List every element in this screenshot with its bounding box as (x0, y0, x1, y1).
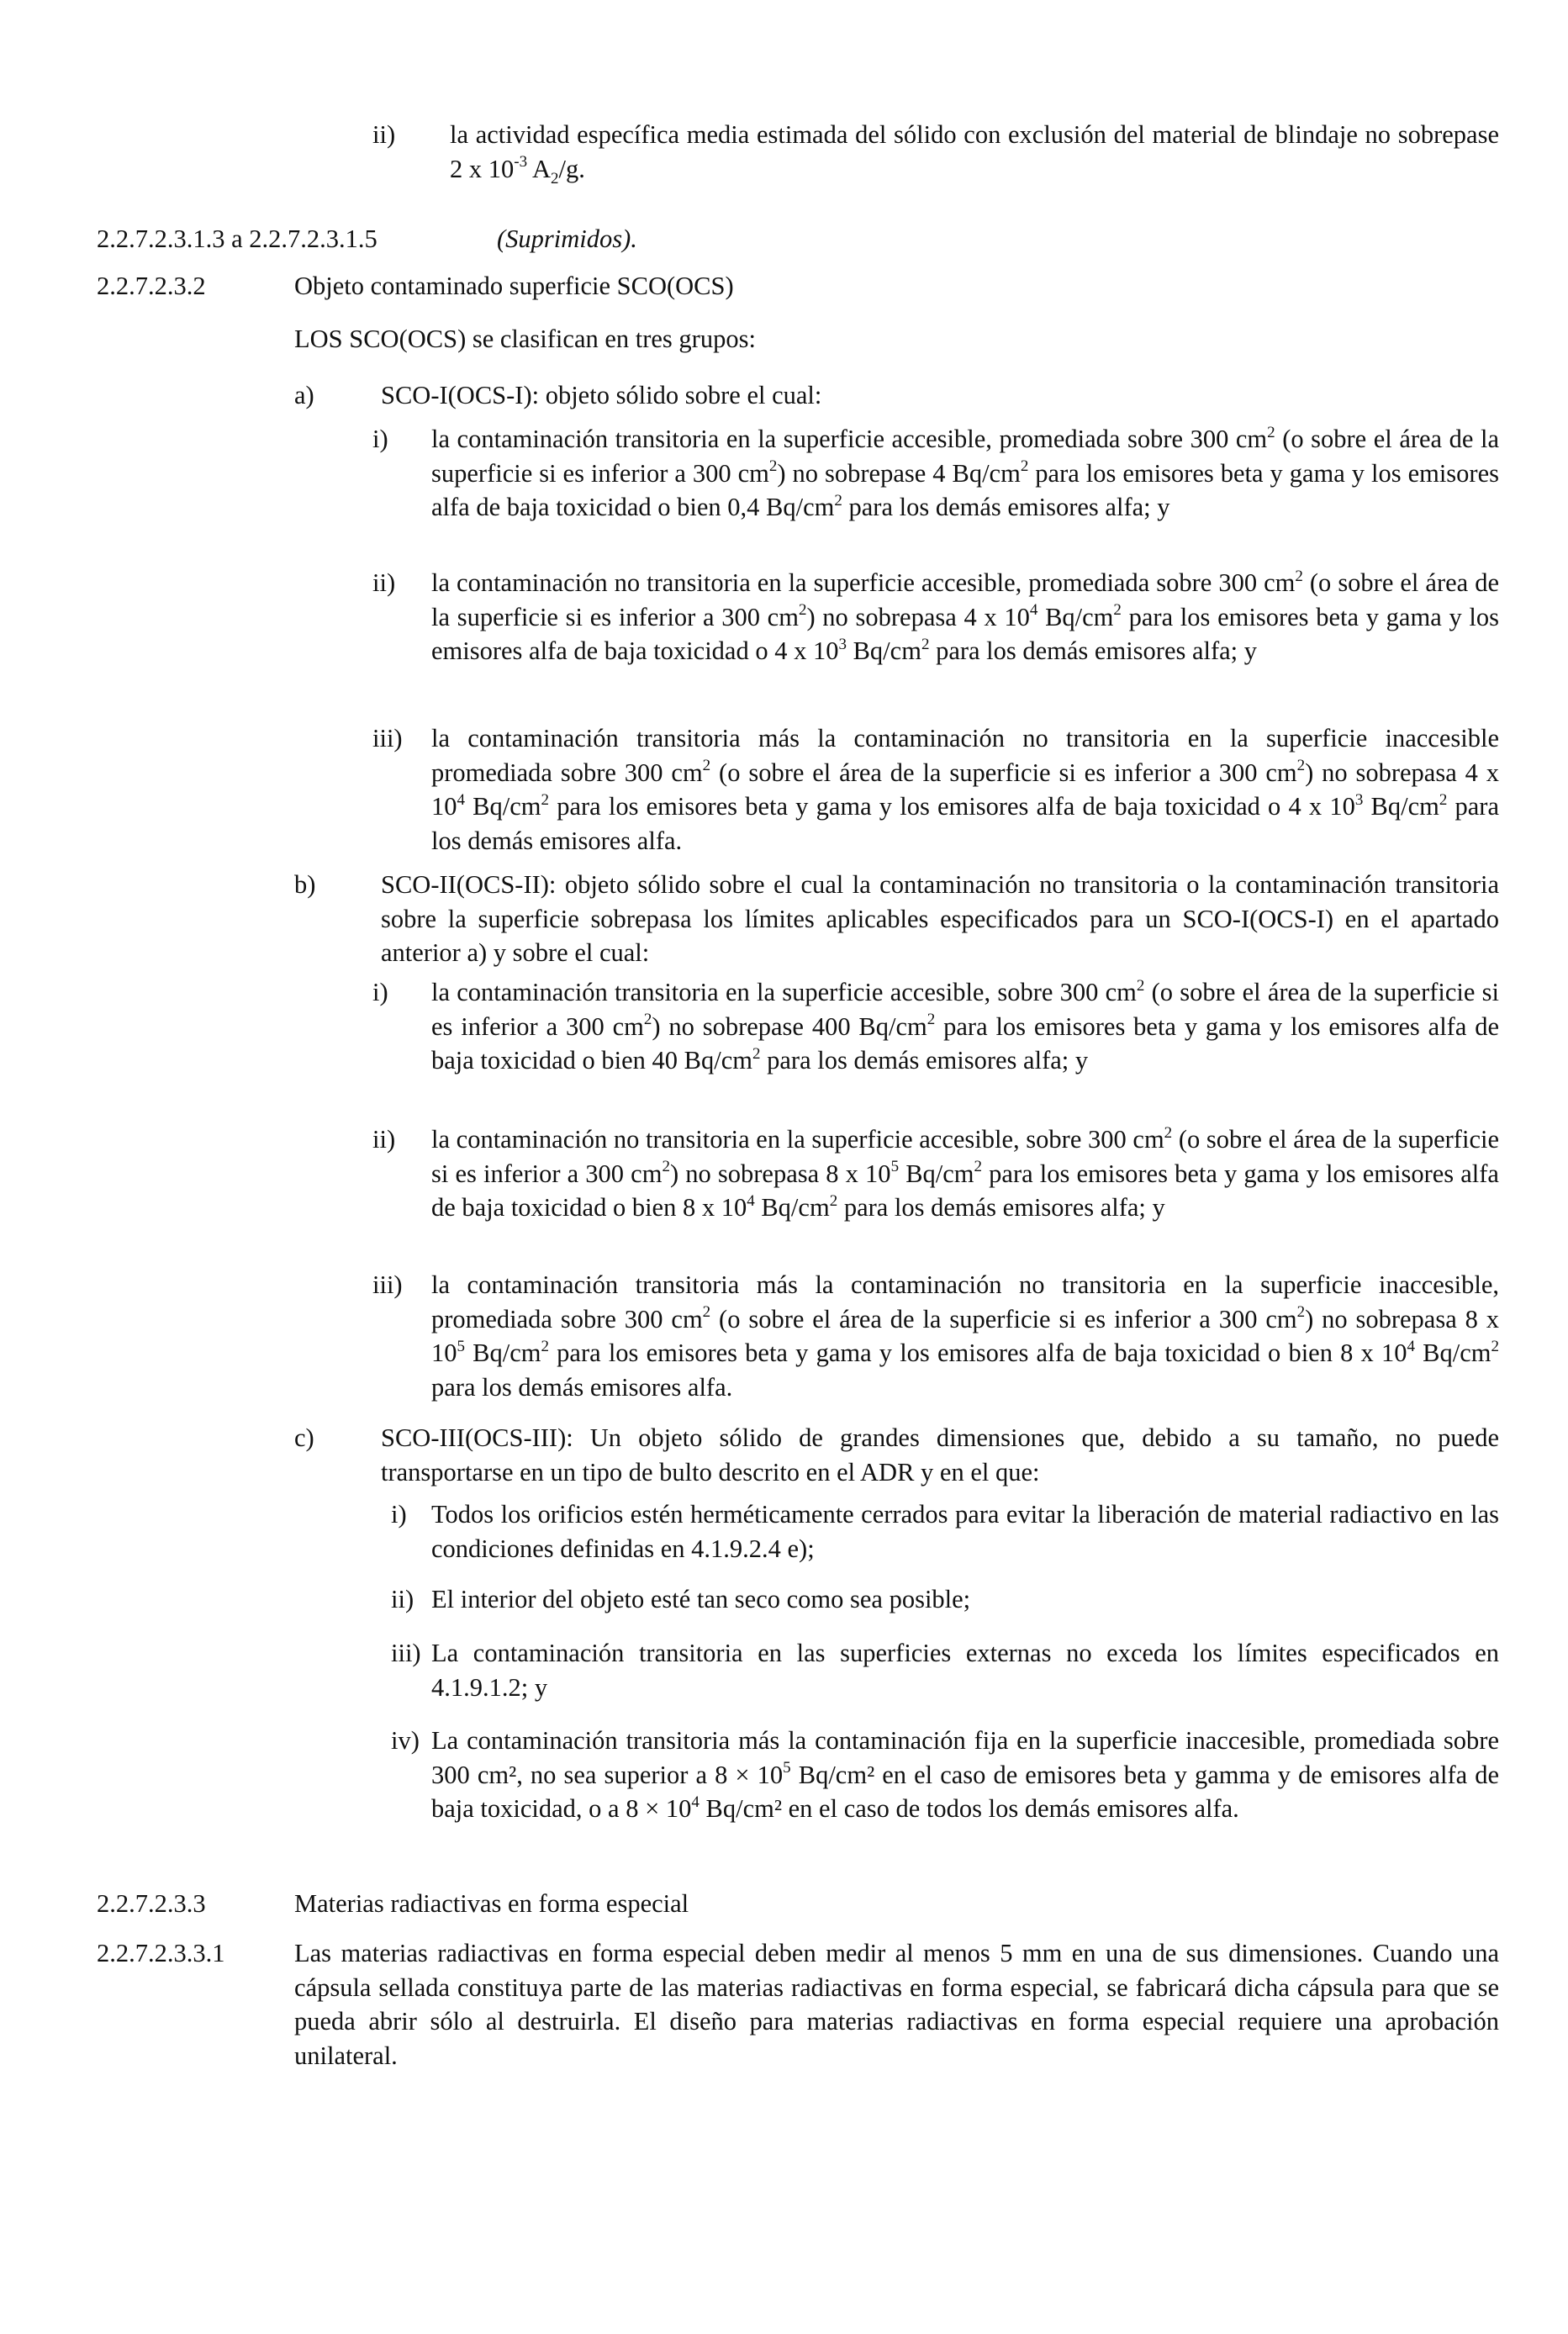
section-number-2-2-7-2-3-3: 2.2.7.2.3.3 (97, 1889, 206, 1918)
section-number-2-2-7-2-3-1-3: 2.2.7.2.3.1.3 a 2.2.7.2.3.1.5 (97, 224, 377, 253)
group-c-title: SCO-III(OCS-III): Un objeto sólido de grandes dimensiones que, debido a su tamaño, no puede transportarse en un tipo de bulto descrito en el ADR y en el que: (381, 1423, 1499, 1486)
group-b-item-i-marker: i) (372, 978, 388, 1006)
section-intro-sco: LOS SCO(OCS) se clasifican en tres grupos: (294, 325, 756, 353)
group-a-item-iii-marker: iii) (372, 724, 403, 752)
intro-paragraph: la actividad específica media estimada del sólido con exclusión del material de blindaje no sobrepase 2 x $10^{-3}$ $A_2/g$. (450, 120, 1499, 187)
group-b-title: SCO-II(OCS-II): objeto sólido sobre el cual la contaminación no transitoria o la contaminación transitoria sobre la superficie sobrepasa los límites aplicables especificados para un SCO-I(OCS-I) en el apartado anterior a) y sobre el cual: (381, 870, 1499, 967)
section-title-sco: Objeto contaminado superficie SCO(OCS) (294, 272, 734, 300)
group-a-item-iii-text: la contaminación transitoria más la contaminación no transitoria en la superficie inaccesible promediada sobre 300 $cm^2$ (o sobre el área de la superficie si es inferior a 300 $cm^2$) no sobrepasa 4 x $10^4$ $Bq/cm^2$ para los emisores beta y gama y los emisores alfa de baja toxicidad o 4 x $10^3$ $Bq/cm^2$ para los demás emisores alfa. (431, 724, 1500, 855)
group-b-item-iii-marker: iii) (372, 1270, 403, 1299)
group-b-item-iii-text: la contaminación transitoria más la contaminación no transitoria en la superficie inaccesible, promediada sobre 300 $cm^2$ (o sobre el área de la superficie si es inferior a 300 $cm^2$) no sobrepasa 8 x $10^5$ $Bq/cm^2$ para los emisores beta y gama y los emisores alfa de baja toxicidad o bien 8 x $10^4$ $Bq/cm^2$ para los demás emisores alfa. (431, 1270, 1500, 1402)
group-c-item-i-text: Todos los orificios estén herméticamente cerrados para evitar la liberación de material radiactivo en las condiciones definidas en 4.1.9.2.4 e); (431, 1500, 1499, 1563)
intro-marker: ii) (372, 120, 396, 149)
section-suppressed-text: (Suprimidos). (497, 224, 637, 253)
group-c-item-ii-text: El interior del objeto esté tan seco como sea posible; (431, 1585, 971, 1613)
group-c-item-iii-text: La contaminación transitoria en las superficies externas no exceda los límites especificados en 4.1.9.1.2; y (431, 1639, 1499, 1702)
section-text-special-form: Las materias radiactivas en forma especial deben medir al menos 5 mm en una de sus dimensiones. Cuando una cápsula sellada constituya parte de las materias radiactivas en forma especial, se fabricará dicha cápsula para que se pueda abrir sólo al destruirla. El diseño para materias radiactivas en forma especial requiere una aprobación unilateral. (294, 1939, 1499, 2070)
group-a-item-i-text: la contaminación transitoria en la superficie accesible, promediada sobre 300 $cm^2$ (o sobre el área de la superficie si es inferior a 300 $cm^2$) no sobrepase 4 $Bq/cm^2$ para los emisores beta y gama y los emisores alfa de baja toxicidad o bien 0,4 $Bq/cm^2$ para los demás emisores alfa; y (431, 423, 1499, 521)
group-a-title: SCO-I(OCS-I): objeto sólido sobre el cual: (381, 381, 822, 409)
group-c-item-iv-marker: iv) (391, 1726, 420, 1755)
group-b-item-ii-text: la contaminación no transitoria en la superficie accesible, sobre 300 $cm^2$ (o sobre el área de la superficie si es inferior a 300 $cm^2$) no sobrepasa 8 x $10^5$ $Bq/cm^2$ para los emisores beta y gama y los emisores alfa de baja toxicidad o bien 8 x $10^4$ $Bq/cm^2$ para los demás emisores alfa; y (431, 1123, 1499, 1222)
section-number-2-2-7-2-3-3-1: 2.2.7.2.3.3.1 (97, 1939, 225, 1967)
group-c-item-iii-marker: iii) (391, 1639, 421, 1667)
group-b-item-i-text: la contaminación transitoria en la superficie accesible, sobre 300 $cm^2$ (o sobre el área de la superficie si es inferior a 300 $cm^2$) no sobrepase 400 $Bq/cm^2$ para los emisores beta y gama y los emisores alfa de baja toxicidad o bien 40 $Bq/cm^2$ para los demás emisores alfa; y (431, 976, 1500, 1075)
group-a-item-i-marker: i) (372, 425, 388, 453)
group-c-item-i-marker: i) (391, 1500, 407, 1529)
group-c-item-iv-text: La contaminación transitoria más la contaminación fija en la superficie inaccesible, promediada sobre 300 cm², no sea superior a $8 \times 10^5$ Bq/cm² en el caso de emisores beta y gamma y de emisores alfa de baja toxicidad, o a $8 \times 10^4$ Bq/cm² en el caso de todos los demás emisores alfa. (431, 1726, 1499, 1823)
group-c-item-ii-marker: ii) (391, 1585, 414, 1613)
group-b-item-ii-marker: ii) (372, 1125, 396, 1154)
group-a-item-ii-marker: ii) (372, 568, 396, 597)
group-c-marker: c) (294, 1423, 314, 1452)
group-a-item-ii-text: la contaminación no transitoria en la superficie accesible, promediada sobre 300 $cm^2$ (o sobre el área de la superficie si es inferior a 300 $cm^2$) no sobrepasa 4 x $10^4$ $Bq/cm^2$ para los emisores beta y gama y los emisores alfa de baja toxicidad o 4 x $10^3$ $Bq/cm^2$ para los demás emisores alfa; y (431, 567, 1500, 665)
group-a-marker: a) (294, 381, 314, 409)
section-number-2-2-7-2-3-2: 2.2.7.2.3.2 (97, 272, 206, 300)
section-title-special-form: Materias radiactivas en forma especial (294, 1889, 689, 1918)
group-b-marker: b) (294, 870, 316, 899)
